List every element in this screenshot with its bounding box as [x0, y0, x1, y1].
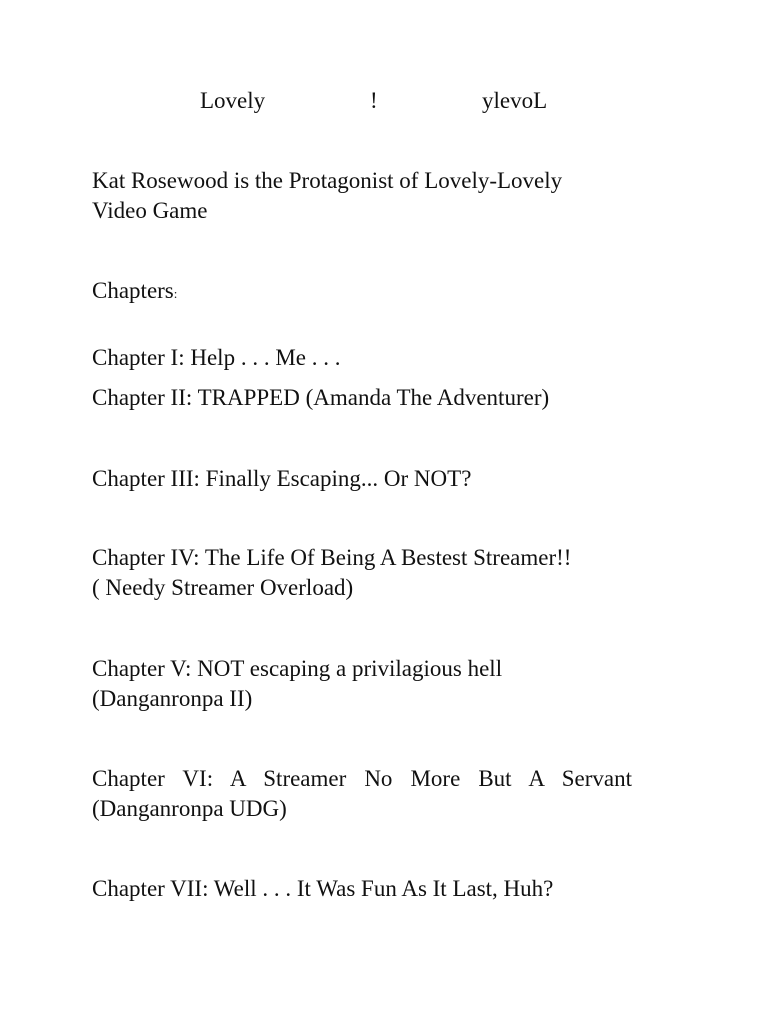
chapter-1: Chapter I: Help . . . Me . . . [92, 345, 341, 370]
chapter-4-line-2: ( Needy Streamer Overload) [92, 575, 354, 600]
title-exclamation: ! [370, 88, 378, 113]
chapter-5-line-2: (Danganronpa II) [92, 686, 253, 711]
chapters-heading-label: Chapters [92, 278, 174, 303]
chapter-2: Chapter II: TRAPPED (Amanda The Adventurer) [92, 385, 550, 410]
title-left: Lovely [200, 88, 266, 113]
intro-line-2: Video Game [92, 198, 208, 223]
chapter-6-line-1: Chapter VI: A Streamer No More But A Servant [92, 766, 632, 791]
chapter-6-line-2: (Danganronpa UDG) [92, 796, 287, 821]
chapter-5-line-1: Chapter V: NOT escaping a privilagious hell [92, 656, 503, 681]
chapters-heading-colon: : [173, 286, 178, 301]
chapters-heading [92, 276, 177, 309]
chapter-3: Chapter III: Finally Escaping... Or NOT? [92, 466, 472, 491]
title-right-mirrored: ylevoL [482, 88, 548, 113]
chapter-4-line-1: Chapter IV: The Life Of Being A Bestest Streamer!! [92, 545, 572, 570]
chapter-7: Chapter VII: Well . . . It Was Fun As It Last, Huh? [92, 876, 554, 901]
intro-line-1: Kat Rosewood is the Protagonist of Lovely-Lovely [92, 168, 563, 193]
